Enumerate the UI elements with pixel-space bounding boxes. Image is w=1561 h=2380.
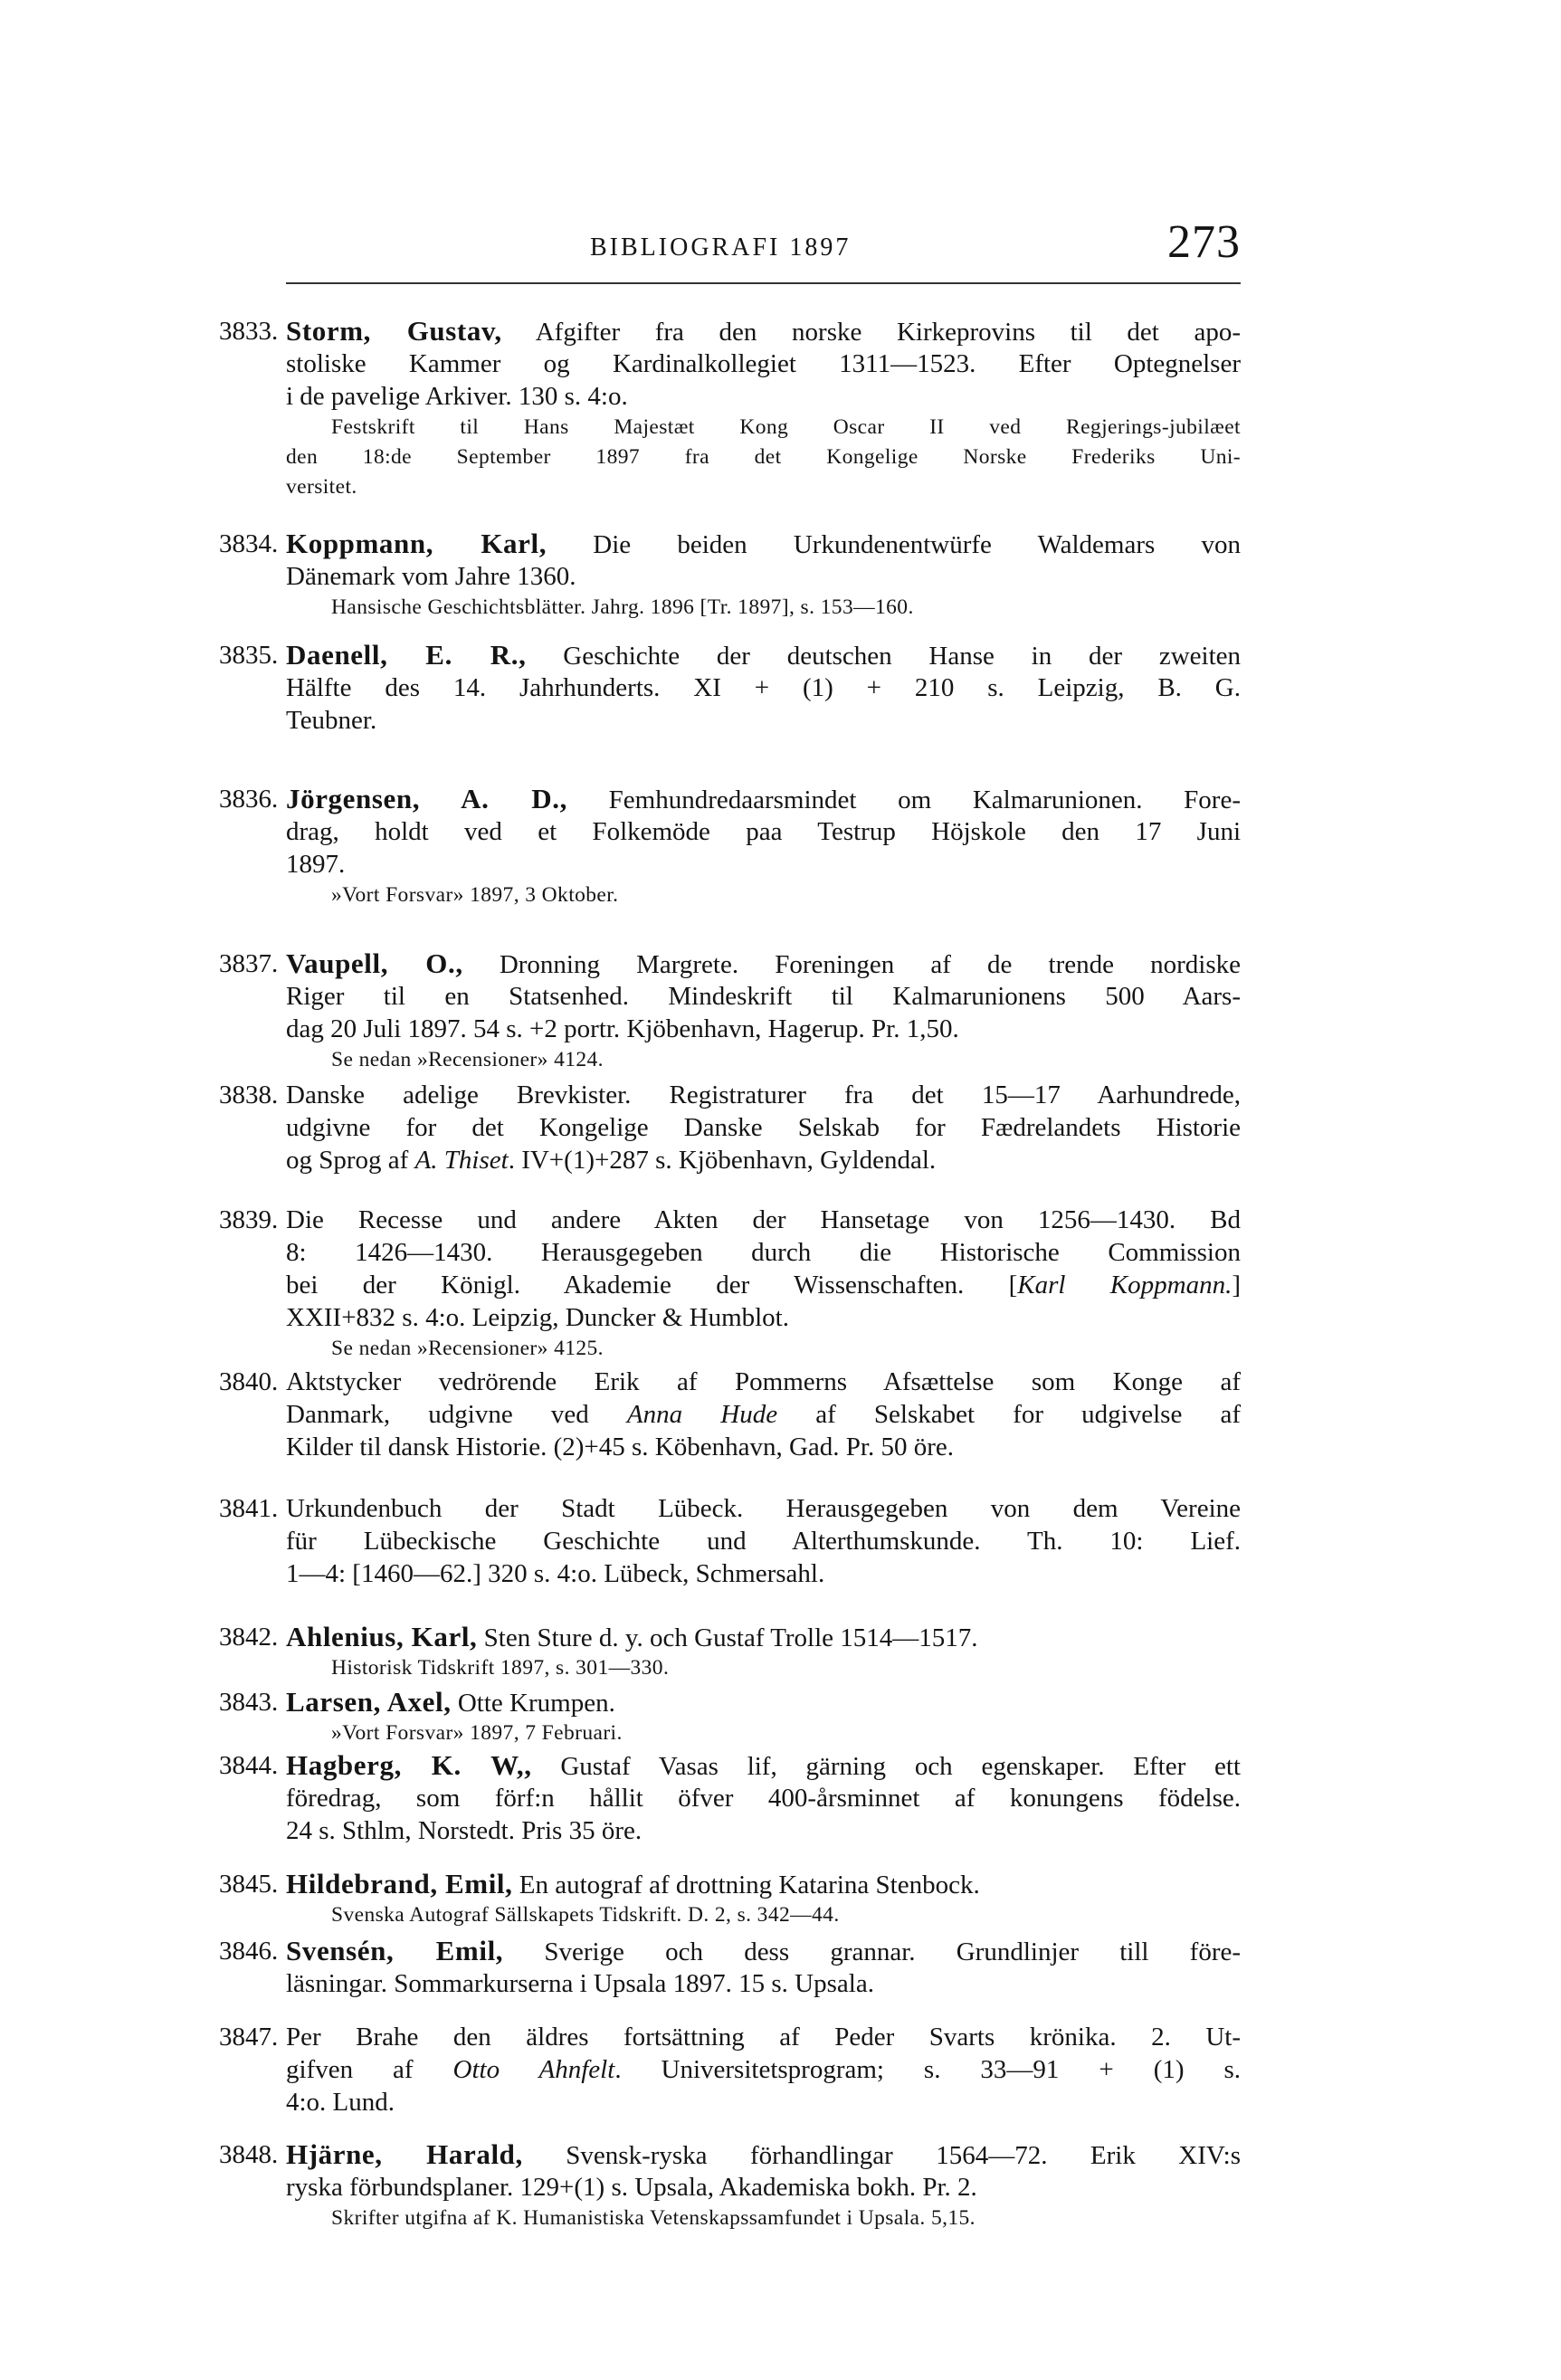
entry-author: Jörgensen, A. D., [286,783,567,814]
entry-line: Hälfte des 14. Jahrhunderts. XI + (1) + 210 s. Leipzig, B. G. [286,673,1241,702]
entry-number: 3834. [219,529,279,558]
entry-author: Storm, Gustav, [286,315,502,347]
page-header [286,214,1241,277]
entry-line: föredrag, som förf:n hållit öfver 400-årsminnet af konungens födelse. [286,1784,1241,1813]
entry-source-note: Se nedan »Recensioner» 4125. [331,1337,604,1360]
entry-number: 3845. [219,1870,279,1899]
entry-line: Per Brahe den äldres fortsättning af Peder Svarts krönika. 2. Ut- [286,2023,1241,2052]
entry-number: 3838. [219,1081,279,1109]
entry-line: og Sprog af A. Thiset. IV+(1)+287 s. Kjöbenhavn, Gyldendal. [286,1146,937,1175]
entry-line: Jörgensen, A. D., Femhundredaarsmindet om Kalmarunionen. Fore- [286,783,1241,814]
entry-line: Larsen, Axel, Otte Krumpen. [286,1686,615,1718]
entry-line: Vaupell, O., Dronning Margrete. Foreningen af de trende nordiske [286,947,1241,979]
entry-number: 3841. [219,1494,279,1523]
entry-author: Vaupell, O., [286,947,463,979]
entry-line: Dänemark vom Jahre 1360. [286,562,576,591]
entry-source-note: Historisk Tidskrift 1897, s. 301—330. [331,1656,670,1680]
running-head: BIBLIOGRAFI 1897 [590,233,852,262]
entry-source-note: Skrifter utgifna af K. Humanistiska Vetenskapssamfundet i Upsala. 5,15. [331,2206,976,2230]
entry-line: Teubner. [286,706,377,735]
entry-author: Hagberg, K. W,, [286,1749,532,1781]
entry-number: 3846. [219,1937,279,1966]
entry-line: 1—4: [1460—62.] 320 s. 4:o. Lübeck, Schmersahl. [286,1559,825,1588]
entry-body [286,1621,1241,1683]
entry-number: 3842. [219,1623,279,1652]
entry-body [286,1868,1241,1930]
entry-line: udgivne for det Kongelige Danske Selskab for Fædrelandets Historie [286,1113,1241,1142]
entry-line: Svensén, Emil, Sverige och dess grannar. Grundlinjer till före- [286,1935,1242,1966]
entry-body [286,1686,1241,1748]
entry-body [286,1935,1241,2000]
entry-body [286,1366,1241,1463]
entry-line: drag, holdt ved et Folkemöde paa Testrup Höjskole den 17 Juni [286,817,1241,846]
page-number: 273 [1167,216,1241,268]
entry-body [286,783,1241,910]
entry-number: 3847. [219,2023,279,2052]
entry-number: 3837. [219,949,279,978]
entry-line: Aktstycker vedrörende Erik af Pommerns Afsættelse som Konge af [286,1367,1241,1396]
entry-line: 8: 1426—1430. Herausgegeben durch die Historische Commission [286,1238,1241,1267]
entry-source-note: »Vort Forsvar» 1897, 7 Februari. [331,1721,623,1745]
entry-body [286,1749,1241,1847]
entry-line: gifven af Otto Ahnfelt. Universitetsprogram; s. 33—91 + (1) s. [286,2055,1242,2084]
entry-line: Urkundenbuch der Stadt Lübeck. Herausgegeben von dem Vereine [286,1494,1241,1523]
entry-number: 3836. [219,785,279,814]
entry-line: Danmark, udgivne ved Anna Hude af Selskabet for udgivelse af [286,1400,1241,1429]
entry-line: Koppmann, Karl, Die beiden Urkundenentwürfe Waldemars von [286,528,1241,559]
entry-source-note: versitet. [286,475,357,499]
entry-author: Hjärne, Harald, [286,2138,523,2170]
entry-source-note: »Vort Forsvar» 1897, 3 Oktober. [331,883,619,907]
entry-source-note: Se nedan »Recensioner» 4124. [331,1048,604,1071]
entry-author: Larsen, Axel, [286,1686,452,1718]
entry-body [286,639,1241,737]
entry-body [286,1492,1241,1590]
entry-source-note: Festskrift til Hans Majestæt Kong Oscar II ved Regjerings-jubilæet [331,415,1241,439]
entry-line: Hjärne, Harald, Svensk-ryska förhandlingar 1564—72. Erik XIV:s [286,2138,1242,2170]
entry-body [286,1079,1241,1176]
entry-line: Ahlenius, Karl, Sten Sture d. y. och Gustaf Trolle 1514—1517. [286,1621,978,1652]
entry-number: 3843. [219,1688,279,1717]
entry-line: ryska förbundsplaner. 129+(1) s. Upsala, Akademiska bokh. Pr. 2. [286,2173,977,2202]
entry-line: Storm, Gustav, Afgifter fra den norske Kirkeprovins til det apo- [286,315,1241,347]
entry-line: Kilder til dansk Historie. (2)+45 s. Köbenhavn, Gad. Pr. 50 öre. [286,1433,955,1461]
entry-number: 3839. [219,1205,279,1234]
entry-line: Danske adelige Brevkister. Registraturer fra det 15—17 Aarhundrede, [286,1081,1241,1109]
entry-body [286,528,1241,623]
entry-body [286,315,1241,502]
entry-line: 1897. [286,850,346,879]
entry-line: 4:o. Lund. [286,2088,395,2117]
entry-line: bei der Königl. Akademie der Wissenschaften. [Karl Koppmann.] [286,1271,1241,1299]
entry-line: 24 s. Sthlm, Norstedt. Pris 35 öre. [286,1816,642,1845]
entry-line: i de pavelige Arkiver. 130 s. 4:o. [286,382,628,411]
entry-number: 3835. [219,641,279,670]
entry-source-note: Hansische Geschichtsblätter. Jahrg. 1896 [Tr. 1897], s. 153—160. [331,595,914,619]
entry-body [286,2021,1241,2118]
entry-author: Svensén, Emil, [286,1935,504,1966]
entry-author: Ahlenius, Karl, [286,1621,478,1652]
entry-line: Die Recesse und andere Akten der Hansetage von 1256—1430. Bd [286,1205,1241,1234]
entry-body [286,2138,1241,2233]
header-rule [286,282,1241,284]
entry-line: XXII+832 s. 4:o. Leipzig, Duncker & Humblot. [286,1303,789,1332]
entry-line: Hildebrand, Emil, En autograf af drottning Katarina Stenbock. [286,1868,980,1899]
entry-line: für Lübeckische Geschichte und Alterthumskunde. Th. 10: Lief. [286,1527,1241,1556]
entry-author: Koppmann, Karl, [286,528,547,559]
entry-source-note: Svenska Autograf Sällskapets Tidskrift. D. 2, s. 342—44. [331,1903,840,1927]
entry-body [286,1204,1241,1364]
entry-author: Daenell, E. R., [286,639,527,671]
entry-line: Daenell, E. R., Geschichte der deutschen Hanse in der zweiten [286,639,1242,671]
entry-number: 3848. [219,2140,279,2169]
entry-number: 3833. [219,317,279,346]
entry-line: läsningar. Sommarkurserna i Upsala 1897. 15 s. Upsala. [286,1969,874,1998]
entry-line: Hagberg, K. W,, Gustaf Vasas lif, gärning och egenskaper. Efter ett [286,1749,1241,1781]
entry-source-note: den 18:de September 1897 fra det Kongelige Norske Frederiks Uni- [286,445,1241,469]
entry-line: stoliske Kammer og Kardinalkollegiet 1311—1523. Efter Optegnelser [286,349,1241,378]
entry-line: dag 20 Juli 1897. 54 s. +2 portr. Kjöbenhavn, Hagerup. Pr. 1,50. [286,1014,959,1043]
entry-author: Hildebrand, Emil, [286,1868,513,1899]
entry-number: 3840. [219,1367,279,1396]
entry-line: Riger til en Statsenhed. Mindeskrift til Kalmarunionens 500 Aars- [286,982,1241,1011]
entry-body [286,947,1241,1075]
entry-number: 3844. [219,1751,279,1780]
